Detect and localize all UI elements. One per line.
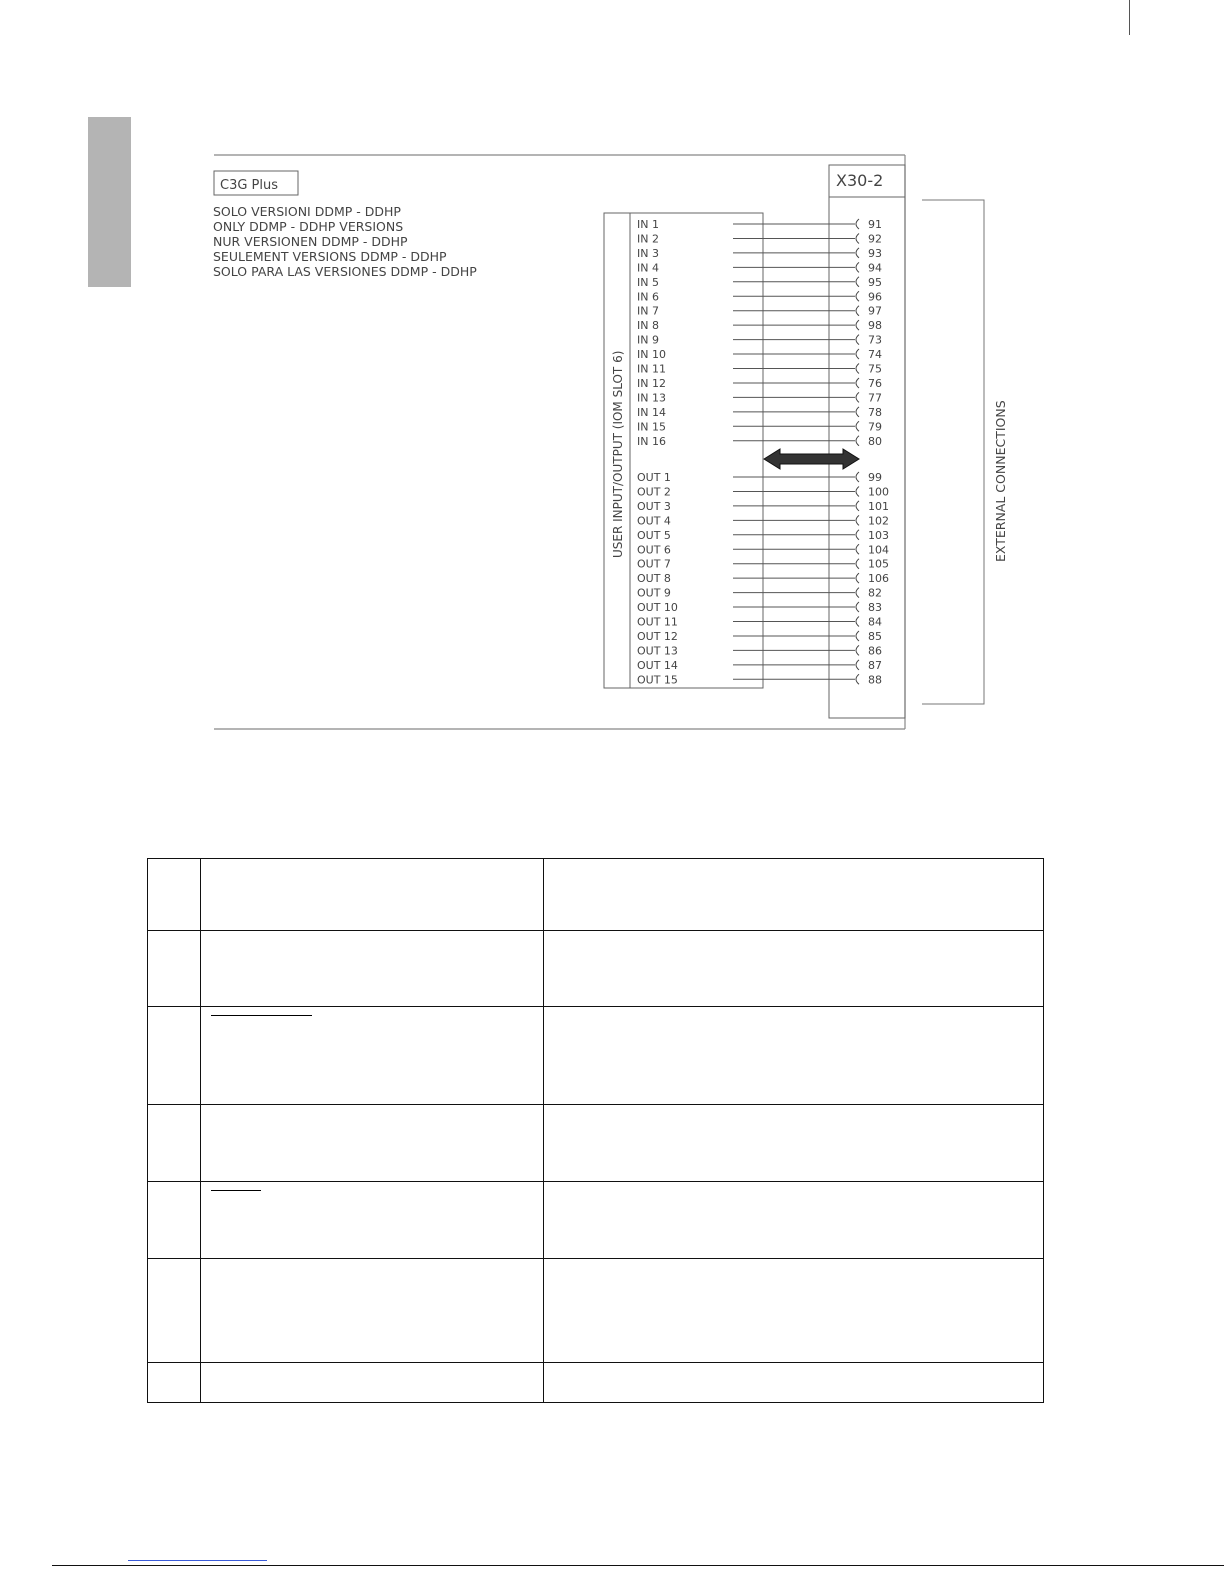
external-connections-label: EXTERNAL CONNECTIONS [993, 400, 1008, 562]
input-signal-row [637, 218, 882, 231]
table-cell [544, 1105, 1044, 1181]
table-cell [201, 931, 544, 1007]
terminal-symbol [856, 602, 859, 612]
signal-name: IN 7 [637, 304, 659, 318]
signal-name: OUT 2 [637, 485, 671, 499]
output-signal-row [637, 601, 882, 614]
input-signal-row [637, 435, 882, 448]
signal-name: IN 2 [637, 232, 659, 246]
signal-name: IN 4 [637, 261, 659, 275]
connector-label: X30-2 [836, 171, 884, 190]
input-signal-row [637, 406, 882, 419]
signal-name: OUT 8 [637, 572, 671, 586]
input-signal-row [637, 334, 882, 347]
terminal-symbol [856, 674, 859, 684]
signal-name: IN 12 [637, 376, 666, 390]
output-signal-row [637, 616, 882, 629]
table-cell [544, 1362, 1044, 1402]
input-signal-row [637, 232, 882, 245]
table-row [148, 1362, 1044, 1402]
pin-number: 77 [868, 391, 882, 405]
terminal-symbol [856, 530, 859, 540]
terminal-symbol [856, 631, 859, 641]
version-note: SOLO PARA LAS VERSIONES DDMP - DDHP [213, 264, 477, 279]
signal-name: IN 9 [637, 333, 659, 347]
table-cell [201, 1362, 544, 1402]
pin-number: 102 [868, 514, 889, 528]
input-signal-row [637, 261, 882, 274]
table-cell [148, 931, 201, 1007]
pin-number: 94 [868, 261, 882, 275]
version-note: SEULEMENT VERSIONS DDMP - DDHP [213, 249, 447, 264]
table-row [148, 931, 1044, 1007]
input-signal-row [637, 420, 882, 433]
pin-number: 98 [868, 319, 882, 333]
input-signal-row [637, 377, 882, 390]
table-cell [544, 1258, 1044, 1362]
pin-number: 76 [868, 376, 882, 390]
signal-name: OUT 15 [637, 673, 678, 687]
pin-number: 97 [868, 304, 882, 318]
signal-name: OUT 9 [637, 586, 671, 600]
terminal-symbol [856, 233, 859, 243]
signal-name: OUT 5 [637, 528, 671, 542]
pin-number: 93 [868, 246, 882, 260]
table-cell [148, 859, 201, 931]
footer-rule [52, 1565, 1224, 1566]
terminal-symbol [856, 559, 859, 569]
input-signal-row [637, 276, 882, 289]
terminal-symbol [856, 617, 859, 627]
signal-name: OUT 10 [637, 601, 678, 615]
pin-number: 78 [868, 405, 882, 419]
terminal-symbol [856, 544, 859, 554]
signal-name: IN 8 [637, 319, 659, 333]
table-cell [201, 1105, 544, 1181]
pin-number: 104 [868, 543, 889, 557]
pin-number: 96 [868, 290, 882, 304]
pin-number: 95 [868, 275, 882, 289]
terminal-symbol [856, 392, 859, 402]
pin-number: 91 [868, 218, 882, 231]
terminal-symbol [856, 501, 859, 511]
input-signal-row [637, 305, 882, 318]
output-signal-row [637, 471, 882, 484]
cell-underline [211, 1015, 312, 1016]
terminal-symbol [856, 486, 859, 496]
output-signal-row [637, 587, 882, 600]
pin-number: 82 [868, 586, 882, 600]
pin-number: 86 [868, 644, 882, 658]
table-cell [201, 1258, 544, 1362]
terminal-symbol [856, 306, 859, 316]
signal-name: IN 15 [637, 420, 666, 434]
table-cell [201, 1007, 544, 1105]
output-signal-row [637, 630, 882, 643]
table-cell [148, 1362, 201, 1402]
input-signal-row [637, 319, 882, 332]
input-signal-row [637, 363, 882, 376]
pin-number: 84 [868, 615, 882, 629]
version-note: NUR VERSIONEN DDMP - DDHP [213, 234, 408, 249]
module-label: USER INPUT/OUTPUT (IOM SLOT 6) [611, 350, 625, 558]
input-signal-row [637, 391, 882, 404]
signal-name: OUT 11 [637, 615, 678, 629]
signal-name: OUT 7 [637, 557, 671, 571]
version-note: ONLY DDMP - DDHP VERSIONS [213, 219, 404, 234]
notes-table [147, 858, 1044, 1403]
terminal-symbol [856, 421, 859, 431]
terminal-symbol [856, 645, 859, 655]
table-cell [148, 1105, 201, 1181]
signal-name: OUT 13 [637, 644, 678, 658]
table-cell [148, 1007, 201, 1105]
table-cell [148, 1258, 201, 1362]
output-signal-row [637, 659, 882, 672]
table-cell [544, 1007, 1044, 1105]
signal-name: IN 13 [637, 391, 666, 405]
pin-number: 101 [868, 499, 889, 513]
table-row [148, 1181, 1044, 1258]
terminal-symbol [856, 573, 859, 583]
terminal-symbol [856, 660, 859, 670]
pin-number: 88 [868, 673, 882, 687]
terminal-symbol [856, 472, 859, 482]
pin-number: 103 [868, 528, 889, 542]
pin-number: 99 [868, 471, 882, 484]
iom-module-box [604, 213, 763, 688]
pin-number: 79 [868, 420, 882, 434]
pin-number: 73 [868, 333, 882, 347]
terminal-symbol [856, 248, 859, 258]
signal-name: OUT 1 [637, 471, 671, 484]
pin-number: 92 [868, 232, 882, 246]
pin-number: 80 [868, 434, 882, 448]
signal-name: IN 11 [637, 362, 666, 376]
table-cell [201, 1181, 544, 1258]
table-cell [544, 859, 1044, 931]
product-label: C3G Plus [220, 178, 279, 193]
terminal-symbol [856, 588, 859, 598]
signal-name: IN 14 [637, 405, 666, 419]
pin-number: 87 [868, 658, 882, 672]
cell-underline [211, 1190, 261, 1191]
table-row [148, 859, 1044, 931]
footer-link-underline[interactable] [128, 1560, 267, 1561]
signal-name: IN 16 [637, 434, 666, 448]
table-cell [148, 1181, 201, 1258]
table-row [148, 1105, 1044, 1181]
pin-number: 74 [868, 348, 882, 362]
output-signal-row [637, 673, 882, 686]
bidirectional-arrow [764, 449, 859, 469]
pin-number: 105 [868, 557, 889, 571]
signal-name: OUT 12 [637, 629, 678, 643]
output-signal-row [637, 644, 882, 657]
pin-number: 83 [868, 601, 882, 615]
signal-name: IN 5 [637, 275, 659, 289]
external-connections-bracket [922, 200, 984, 704]
input-signal-row [637, 247, 882, 260]
signal-name: IN 3 [637, 246, 659, 260]
pin-number: 75 [868, 362, 882, 376]
version-notes [213, 204, 477, 279]
version-note: SOLO VERSIONI DDMP - DDHP [213, 204, 401, 219]
terminal-symbol [856, 320, 859, 330]
terminal-symbol [856, 219, 859, 229]
table-row [148, 1007, 1044, 1105]
terminal-symbol [856, 335, 859, 345]
signal-name: OUT 6 [637, 543, 671, 557]
signal-name: OUT 3 [637, 499, 671, 513]
table-cell [544, 1181, 1044, 1258]
wiring-diagram [0, 0, 1224, 760]
terminal-symbol [856, 349, 859, 359]
connector-box [829, 165, 905, 718]
terminal-symbol [856, 262, 859, 272]
signal-name: IN 10 [637, 348, 666, 362]
pin-number: 85 [868, 629, 882, 643]
input-signal-row [637, 348, 882, 361]
input-signal-row [637, 290, 882, 303]
signal-name: OUT 4 [637, 514, 671, 528]
signal-name: IN 6 [637, 290, 659, 304]
signal-name: OUT 14 [637, 658, 678, 672]
terminal-symbol [856, 515, 859, 525]
table-row [148, 1258, 1044, 1362]
signal-name: IN 1 [637, 218, 659, 231]
terminal-symbol [856, 364, 859, 374]
pin-number: 100 [868, 485, 889, 499]
table-cell [544, 931, 1044, 1007]
terminal-symbol [856, 291, 859, 301]
terminal-symbol [856, 407, 859, 417]
terminal-symbol [856, 378, 859, 388]
terminal-symbol [856, 436, 859, 446]
table-cell [201, 859, 544, 931]
terminal-symbol [856, 277, 859, 287]
pin-number: 106 [868, 572, 889, 586]
